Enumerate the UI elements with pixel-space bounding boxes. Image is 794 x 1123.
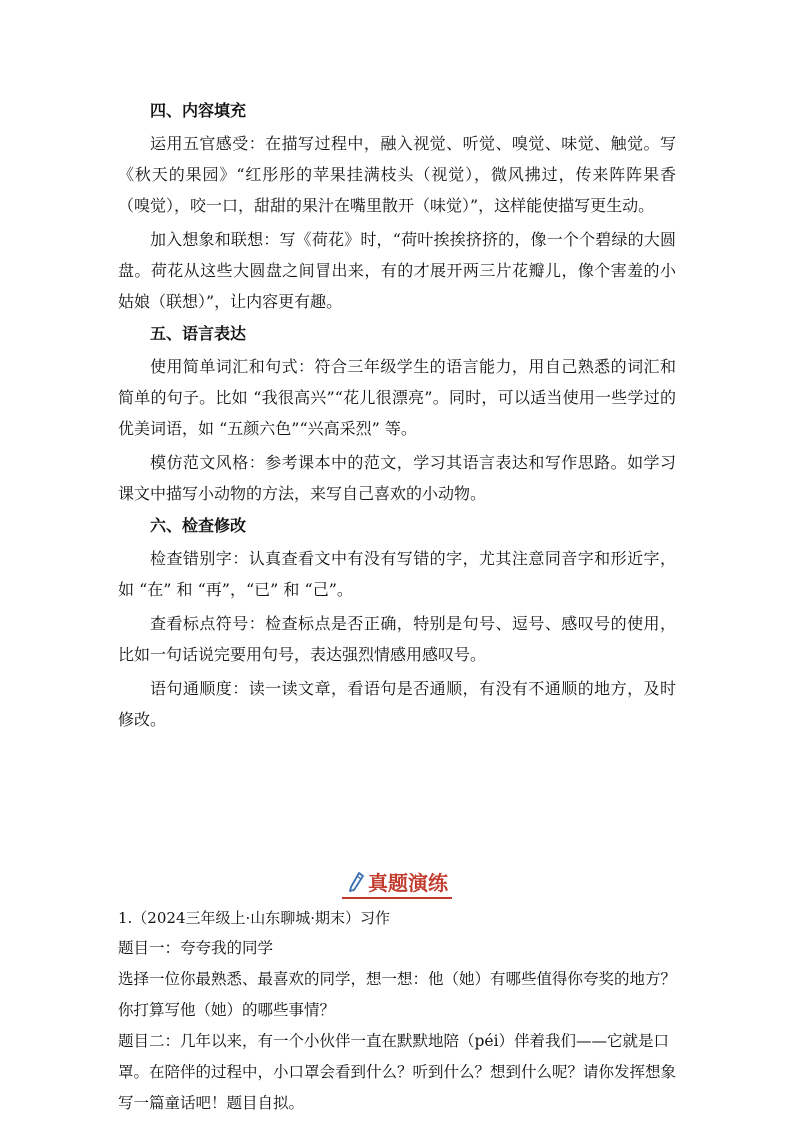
paragraph: 使用简单词汇和句式：符合三年级学生的语言能力，用自己熟悉的词汇和简单的句子。比如 “我很高兴”“花儿很漂亮”。同时，可以适当使用一些学过的优美词语，如 “五颜六色”“兴高采烈” 等。: [118, 357, 676, 438]
paragraph: 运用五官感受：在描写过程中，融入视觉、听觉、嗅觉、味觉、触觉。写《秋天的果园》“红彤彤的苹果挂满枝头（视觉），微风拂过，传来阵阵果香（嗅觉），咬一口，甜甜的果汁在嘴里散开（味觉）”，这样能使描写更生动。: [118, 134, 676, 215]
paragraph: 查看标点符号：检查标点是否正确，特别是句号、逗号、感叹号的使用，比如一句话说完要用句号，表达强烈情感用感叹号。: [118, 614, 676, 664]
section-language-expression: [118, 320, 676, 509]
paragraph: 模仿范文风格：参考课本中的范文，学习其语言表达和写作思路。如学习课文中描写小动物的方法，来写自己喜欢的小动物。: [118, 453, 676, 503]
paragraph: 语句通顺度：读一读文章，看语句是否通顺，有没有不通顺的地方，及时修改。: [118, 679, 676, 729]
practice-banner: [118, 867, 676, 901]
section-title: 四、内容填充: [150, 101, 247, 120]
section-content-filling: [118, 97, 676, 317]
topic-two-body: 题目二：几年以来，有一个小伙伴一直在默默地陪（péi）伴着我们——它就是口罩。在陪伴的过程中，小口罩会看到什么？听到什么？想到什么呢？请你发挥想象写一篇童话吧！题目自拟。: [118, 1032, 677, 1112]
banner-frame: [342, 867, 452, 899]
section-check-revise: [118, 512, 676, 735]
exercise-block: [118, 905, 676, 1119]
banner-title: 真题演练: [368, 871, 448, 895]
section-title: 五、语言表达: [150, 324, 247, 343]
topic-one-title: 题目一：夸夸我的同学: [118, 939, 274, 957]
content-area: [118, 97, 677, 1112]
section-title: 六、检查修改: [150, 516, 247, 535]
paragraph: 检查错别字：认真查看文中有没有写错的字，尤其注意同音字和形近字，如 “在” 和 “再”，“已” 和 “己”。: [118, 549, 676, 599]
paragraph: 加入想象和联想：写《荷花》时，“荷叶挨挨挤挤的，像一个个碧绿的大圆盘。荷花从这些大圆盘之间冒出来，有的才展开两三片花瓣儿，像个害羞的小姑娘（联想）”，让内容更有趣。: [118, 230, 676, 311]
exercise-heading: 1.（2024三年级上·山东聊城·期末）习作: [118, 909, 391, 927]
pencil-icon: [346, 871, 366, 893]
topic-one-body: 选择一位你最熟悉、最喜欢的同学，想一想：他（她）有哪些值得你夸奖的地方？你打算写他（她）的哪些事情？: [118, 970, 677, 1019]
